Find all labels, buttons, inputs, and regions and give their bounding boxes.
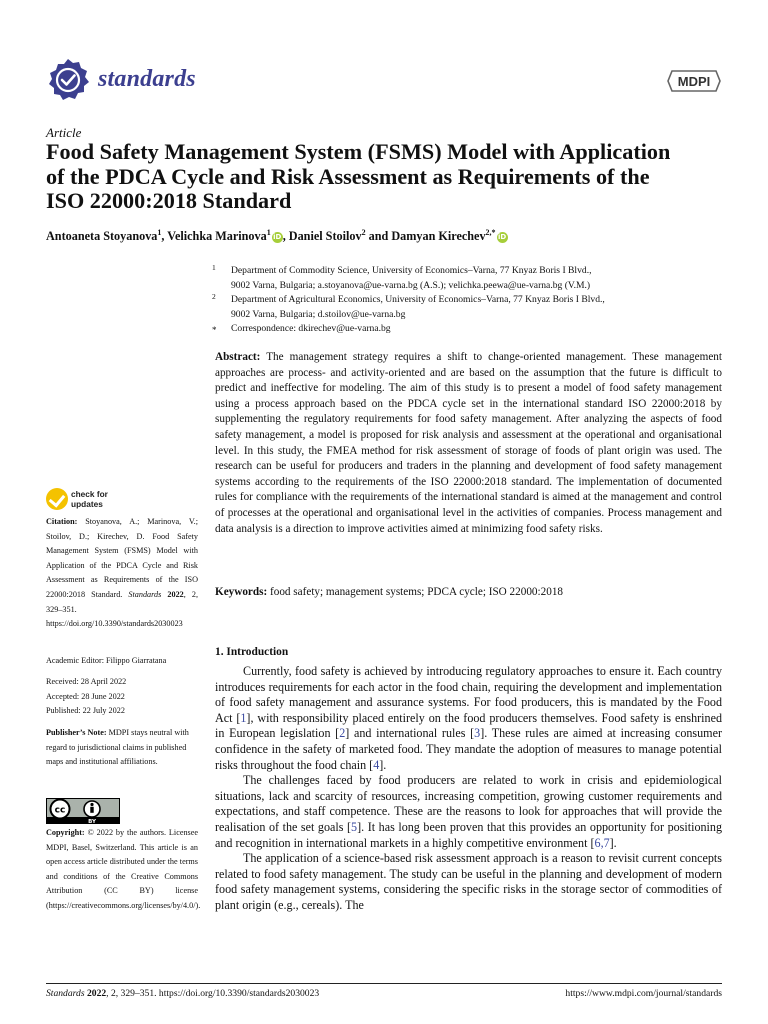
keywords-text: food safety; management systems; PDCA cycle; ISO 22000:2018 — [270, 586, 564, 598]
footer-divider — [46, 983, 722, 984]
citation-journal: Standards — [128, 589, 162, 599]
citation-volume: , 2, 329–351. — [46, 589, 198, 614]
paper-title: Food Safety Management System (FSMS) Model with Application of the PDCA Cycle and Risk Assessment as Requirements of the ISO 22000:2018 Standard — [46, 139, 671, 213]
correspondence-line: Correspondence: dkirechev@ue-varna.bg — [231, 323, 391, 334]
intro-paragraph — [215, 664, 722, 773]
affiliation-item — [212, 293, 712, 322]
check-updates-line: updates — [71, 498, 103, 509]
academic-editor: Academic Editor: Filippo Giarratana — [46, 656, 167, 665]
paragraph-text: ]. — [379, 757, 387, 772]
publication-dates — [46, 675, 198, 719]
mdpi-logo-icon[interactable] — [666, 68, 722, 94]
affiliation-line: Department of Agricultural Economics, University of Economics–Varna, 77 Knyaz Boris I Blvd., — [231, 294, 605, 305]
copyright-label: Copyright: — [46, 828, 85, 837]
publisher-note-label: Publisher’s Note: — [46, 728, 107, 737]
check-updates-line: check for — [71, 489, 108, 499]
check-for-updates-button[interactable] — [46, 488, 126, 514]
author-affiliation-mark: 1 — [266, 228, 271, 237]
publisher-note-text: MDPI stays neutral with regard to jurisdictional claims in published maps and institutional affiliations. — [46, 728, 189, 767]
paragraph-text: ], with responsibility placed entirely on the food producers themselves. Food safety is enshrined in European legislation [ — [215, 710, 723, 741]
footer-journal: Standards — [46, 988, 85, 999]
paragraph-text: Currently, food safety is achieved by introducing regulatory approaches to ensure it. Each country introduces requirements for each actor in the food chain, requiring the development and implementation of food safety management and assurance systems. For food producers, this is mandated by the Food Act [ — [215, 664, 722, 725]
footer-doi[interactable]: , 2, 329–351. https://doi.org/10.3390/standards2030023 — [106, 988, 320, 999]
copyright-text: © 2022 by the authors. Licensee MDPI, Basel, Switzerland. This article is an open access article distributed under the terms and conditions of the Creative Commons Attribution (CC BY) license (https://creativecommons.org/licenses/by/4.0/). — [46, 828, 201, 910]
reference-link[interactable]: 6,7 — [594, 835, 610, 850]
standards-logo-icon[interactable] — [46, 58, 90, 102]
affiliation-line: 9002 Varna, Bulgaria; d.stoilov@ue-varna.bg — [231, 308, 406, 320]
svg-text:cc: cc — [54, 805, 66, 816]
author-name: Velichka Marinova — [167, 229, 267, 244]
author-separator: , — [161, 229, 168, 244]
paragraph-text: ]. It has long been proven that this provides an opportunity for positioning and recognition in international markets in a highly competitive environment [ — [215, 819, 723, 850]
section-heading: 1. Introduction — [215, 646, 289, 658]
keywords — [215, 586, 722, 598]
reference-link[interactable]: 2 — [339, 726, 346, 741]
intro-paragraph — [215, 773, 722, 851]
paragraph-text: ]. These rules are aimed at increasing consumer confidence in the safety of marketed food. They mandate the adoption of measures to manage potential risks throughout the food chain [ — [215, 726, 722, 772]
affiliation-line: Department of Commodity Science, University of Economics–Varna, 77 Knyaz Boris I Blvd., — [231, 265, 592, 276]
abstract-text: The management strategy requires a shift to change-oriented management. These management approaches are process- and activity-oriented and are based on the assumption that the future is difficult to predict and ineffective for modeling. The aim of this study is to present a model of food safety management using a process approach based on the PDCA cycle set in the international standard ISO 22000:2018 by supplementing the regulatory requirements for food safety management. After analyzing the aspects of food safety management, a model is proposed for risk analysis and assessment at the operational and organisational level. In this study, the FMEA method for risk assessment of storage of foods of plant origin was used. The research can be useful for producers and traders in the planning and development of food safety management systems according to the requirements of the ISO 22000:2018 standard. The implementation of documented rules for compliance with the requirements of the international standard is aimed at the management and control of processes at the operational and organisational level in the activities of companies. Process management and data analysis is a direction to improve activities aimed at minimizing food safety risks. — [215, 351, 722, 535]
author-affiliation-mark: 1 — [157, 228, 162, 237]
affiliation-mark: 2 — [212, 292, 216, 301]
citation-label: Citation: — [46, 517, 78, 526]
check-for-updates-label — [71, 490, 108, 509]
affiliation-mark: 1 — [212, 263, 216, 272]
keywords-label: Keywords: — [215, 586, 268, 598]
citation-text: Stoyanova, A.; Marinova, V.; Stoilov, D.; Kirechev, D. Food Safety Management System (FSMS) Model with Application of the PDCA Cycle and Risk Assessment as Requirements of the ISO 22000:2018 Standard. — [46, 517, 198, 599]
author-separator: , — [282, 229, 289, 244]
journal-name[interactable]: standards — [98, 66, 196, 92]
orcid-icon[interactable]: iD — [273, 233, 282, 242]
article-type: Article — [46, 125, 82, 140]
reference-link[interactable]: 5 — [351, 819, 358, 834]
accepted-date: Accepted: 28 June 2022 — [46, 691, 125, 701]
paragraph-text: ]. — [609, 835, 617, 850]
affiliation-line: 9002 Varna, Bulgaria; a.stoyanova@ue-varna.bg (A.S.); velichka.peewa@ue-varna.bg (V.M.) — [231, 279, 591, 291]
author-name: Damyan Kirechev — [391, 229, 486, 244]
paragraph-text: ] and international rules [ — [345, 726, 475, 741]
cc-by-icon[interactable] — [46, 798, 120, 824]
abstract-label: Abstract: — [215, 351, 261, 363]
citation-block — [46, 515, 198, 632]
published-date: Published: 22 July 2022 — [46, 706, 125, 716]
check-for-updates-icon — [46, 488, 68, 510]
author-name: Daniel Stoilov — [288, 229, 362, 244]
reference-link[interactable]: 1 — [240, 710, 247, 725]
reference-link[interactable]: 4 — [373, 757, 380, 772]
footer-citation — [46, 988, 319, 999]
publisher-note — [46, 726, 198, 770]
affiliation-item — [212, 322, 712, 337]
author-separator: and — [365, 229, 392, 244]
reference-link[interactable]: 3 — [474, 726, 481, 741]
mdpi-logo-text: MDPI — [677, 74, 711, 89]
paragraph-text: The challenges faced by food producers are related to work in crisis and epidemiological situations, lack and scarcity of resources, increasing competition, growing customer requirements and expectations, and staff competence. These are the reasons to look for approaches that will provide the realisation of the set goals [ — [215, 773, 722, 834]
received-date: Received: 28 April 2022 — [46, 677, 127, 686]
affiliation-mark: * — [212, 325, 217, 335]
journal-header — [46, 58, 722, 104]
citation-doi-link[interactable]: https://doi.org/10.3390/standards2030023 — [46, 619, 183, 629]
intro-paragraph — [215, 851, 722, 913]
affiliation-list — [212, 264, 712, 337]
author-list — [46, 228, 508, 244]
affiliation-item — [212, 264, 712, 293]
footer-year: 2022 — [86, 988, 107, 999]
author-affiliation-mark: 2,* — [485, 228, 496, 237]
footer-journal-url[interactable]: https://www.mdpi.com/journal/standards — [565, 988, 722, 999]
copyright-notice — [46, 826, 201, 914]
citation-year: 2022 — [167, 589, 184, 599]
paragraph-text: The application of a science-based risk assessment approach is a reason to revisit current concepts related to food safety management. The study can be useful in the planning and development of modern food safety management systems, considering the specific risks in the storage sector of commodities of plant origin (e.g., cereals). The — [215, 851, 722, 912]
svg-text:BY: BY — [88, 819, 96, 824]
author-affiliation-mark: 2 — [361, 228, 366, 237]
introduction-body — [215, 664, 722, 914]
abstract — [215, 350, 722, 537]
orcid-icon[interactable]: iD — [497, 233, 507, 242]
author-name: Antoaneta Stoyanova — [46, 229, 158, 244]
